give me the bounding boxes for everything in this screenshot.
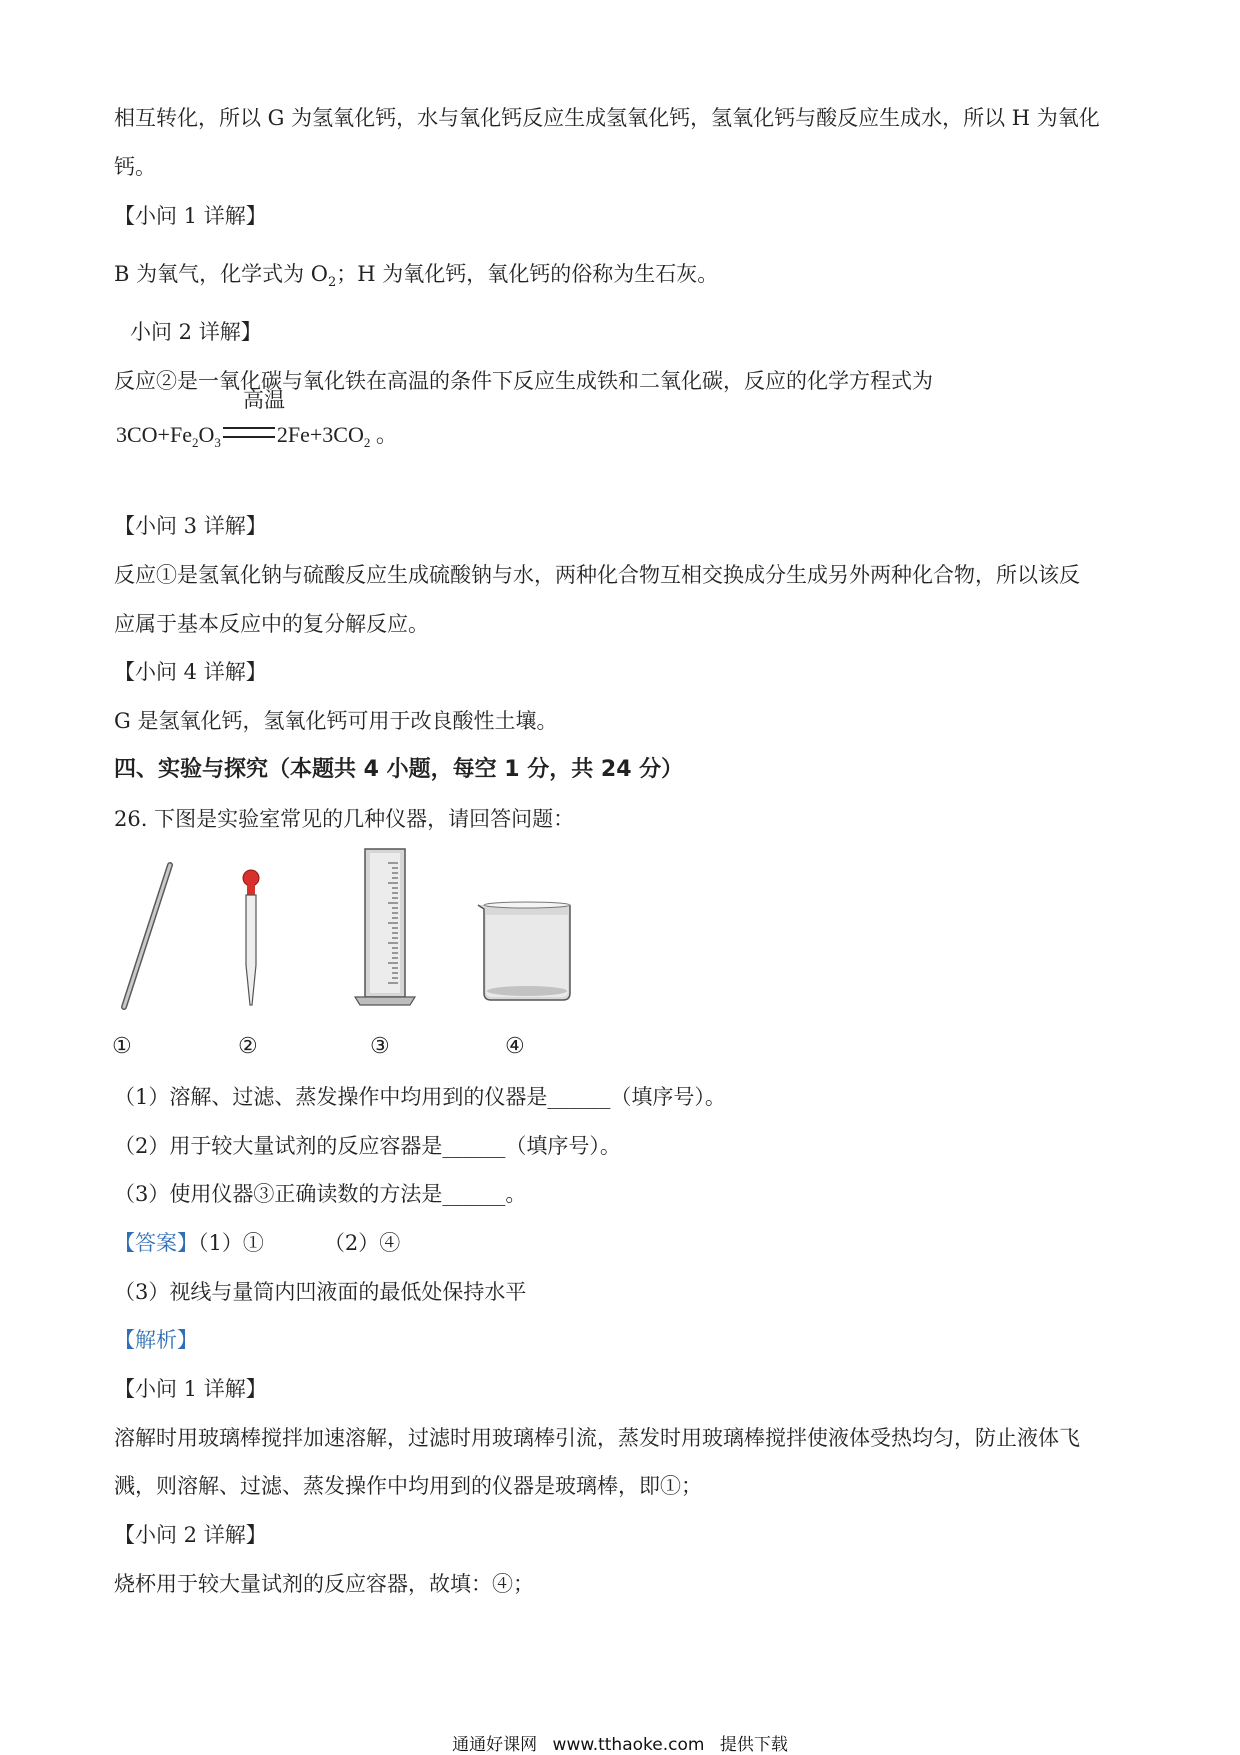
question-item: （1）溶解、过滤、蒸发操作中均用到的仪器是______（填序号）。 (114, 1085, 726, 1109)
eq-lhs: 3CO+Fe (116, 422, 192, 447)
text: B 为氧气，化学式为 O (114, 262, 328, 286)
subquestion-heading: 【小问 2 详解】 (114, 1523, 267, 1547)
section-title: 四、实验与探究（本题共 4 小题，每空 1 分，共 24 分） (114, 757, 684, 782)
subquestion-heading: 小问 2 详解】 (130, 320, 262, 344)
paragraph-line: 烧杯用于较大量试剂的反应容器，故填：④； (114, 1572, 534, 1596)
eq-end: 。 (370, 422, 398, 447)
text: ；H 为氧化钙，氧化钙的俗称为生石灰。 (336, 262, 719, 286)
subquestion-heading: 【小问 3 详解】 (114, 514, 267, 538)
instrument-label: ② (238, 1034, 258, 1059)
footer-site: 通通好课网 (452, 1735, 538, 1755)
analysis-tag: 【解析】 (114, 1328, 198, 1352)
footer-url[interactable]: www.tthaoke.com (552, 1735, 705, 1755)
instrument-label: ① (112, 1034, 132, 1059)
question-stem: 26. 下图是实验室常见的几种仪器，请回答问题： (114, 807, 575, 831)
subscript: 3 (214, 435, 221, 450)
subquestion-heading: 【小问 1 详解】 (114, 1377, 267, 1401)
subscript: 2 (191, 435, 199, 450)
subscript: 2 (363, 435, 371, 450)
reaction-condition: 高温 (243, 388, 285, 412)
instrument-label: ④ (505, 1034, 525, 1059)
question-item: （2）用于较大量试剂的反应容器是______（填序号）。 (114, 1134, 621, 1158)
answer-line: （3）视线与量筒内凹液面的最低处保持水平 (114, 1280, 527, 1304)
subscript: 2 (328, 275, 337, 290)
paragraph-line: 溅，则溶解、过滤、蒸发操作中均用到的仪器是玻璃棒，即①； (114, 1474, 702, 1498)
page-footer (0, 1730, 1240, 1755)
graduated-cylinder-icon (355, 849, 415, 1005)
paragraph-line: 应属于基本反应中的复分解反应。 (114, 612, 429, 636)
eq-rhs: 2Fe+3CO (276, 422, 364, 447)
glass-rod-icon (124, 865, 170, 1007)
paragraph-line: G 是氢氧化钙，氢氧化钙可用于改良酸性土壤。 (114, 709, 558, 733)
subquestion-heading: 【小问 4 详解】 (114, 660, 267, 684)
chemical-equation (116, 388, 398, 451)
answer-line (114, 1228, 400, 1258)
footer-note: 提供下载 (719, 1735, 788, 1755)
eq-lhs: O (198, 422, 215, 447)
beaker-icon (478, 902, 570, 1000)
dropper-icon (243, 870, 259, 1005)
answer-1: （1）① (198, 1231, 264, 1255)
subquestion-heading: 【小问 1 详解】 (114, 204, 267, 228)
instrument-label: ③ (370, 1034, 390, 1059)
paragraph-line: 溶解时用玻璃棒搅拌加速溶解，过滤时用玻璃棒引流，蒸发时用玻璃棒搅拌使液体受热均匀，防止液体飞 (114, 1426, 1080, 1450)
instruments-figure (110, 845, 590, 1015)
answer-tag: 【答案】 (114, 1231, 198, 1255)
paragraph-line: 反应①是氢氧化钠与硫酸反应生成硫酸钠与水，两种化合物互相交换成分生成另外两种化合物，所以该反 (114, 563, 1080, 587)
equals-bar (223, 427, 275, 438)
paragraph-line: 钙。 (114, 155, 156, 179)
paragraph-line: 反应②是一氧化碳与氧化铁在高温的条件下反应生成铁和二氧化碳，反应的化学方程式为 (114, 369, 933, 393)
question-item: （3）使用仪器③正确读数的方法是______。 (114, 1182, 527, 1206)
paragraph-line: 相互转化，所以 G 为氢氧化钙，水与氧化钙反应生成氢氧化钙，氢氧化钙与酸反应生成水，所以 H 为氧化 (114, 106, 1100, 130)
answer-2: （2）④ (323, 1231, 401, 1255)
paragraph-line (114, 259, 718, 298)
